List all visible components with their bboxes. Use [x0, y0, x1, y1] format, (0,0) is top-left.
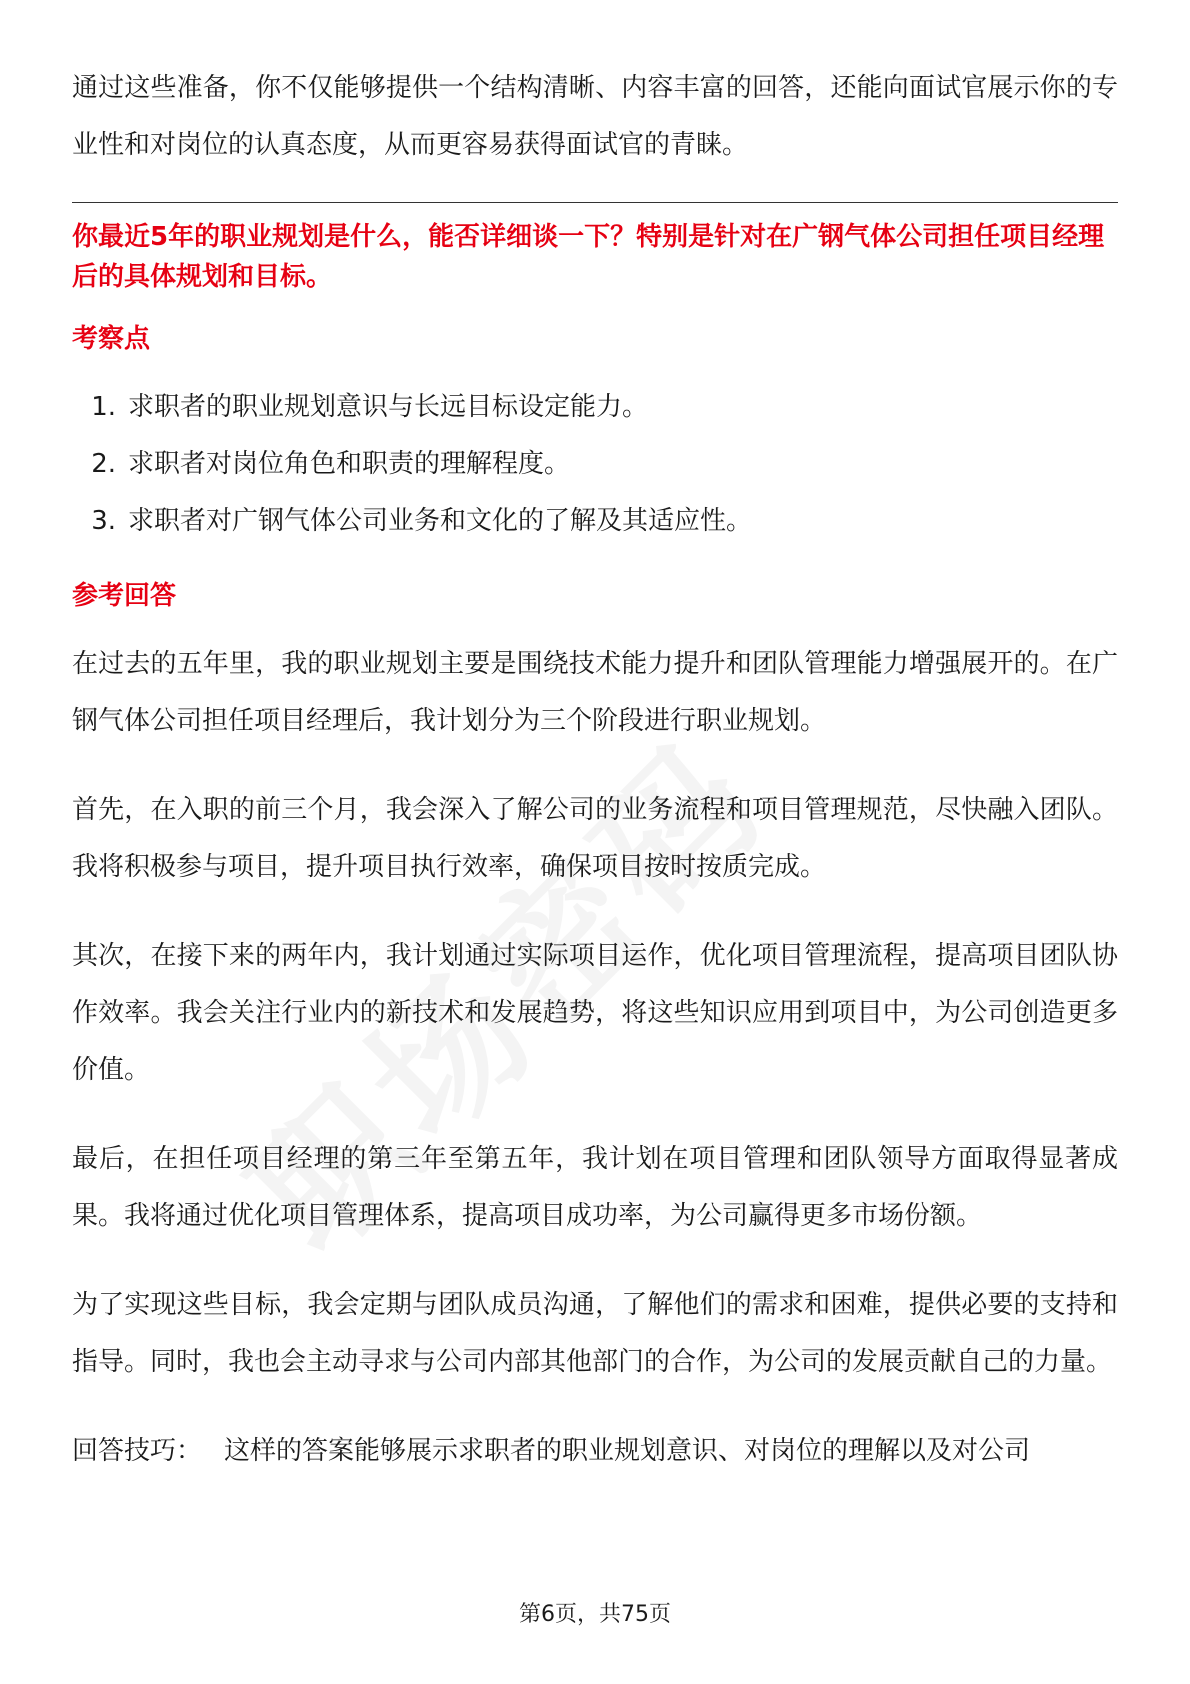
answer-paragraph: 在过去的五年里，我的职业规划主要是围绕技术能力提升和团队管理能力增强展开的。在广钢气体公司担任项目经理后，我计划分为三个阶段进行职业规划。 — [72, 649, 1118, 736]
tips-text: 这样的答案能够展示求职者的职业规划意识、对岗位的理解以及对公司 — [224, 1436, 1031, 1466]
answer-paragraph: 其次，在接下来的两年内，我计划通过实际项目运作，优化项目管理流程，提高项目团队协作效率。我会关注行业内的新技术和发展趋势，将这些知识应用到项目中，为公司创造更多价值。 — [72, 941, 1118, 1085]
list-item-number: 3. — [91, 506, 116, 536]
page-footer: 第6页，共75页 — [519, 1602, 671, 1627]
answer-tips — [72, 1423, 1118, 1480]
tips-label: 回答技巧： — [72, 1436, 203, 1466]
question-heading: 你最近5年的职业规划是什么，能否详细谈一下？特别是针对在广钢气体公司担任项目经理后的具体规划和目标。 — [72, 222, 1105, 292]
list-item — [72, 493, 1118, 550]
answer-section-title: 参考回答 — [72, 581, 177, 611]
list-item-text: 求职者对岗位角色和职责的理解程度。 — [128, 449, 571, 479]
answer-paragraph: 首先，在入职的前三个月，我会深入了解公司的业务流程和项目管理规范，尽快融入团队。我将积极参与项目，提升项目执行效率，确保项目按时按质完成。 — [72, 795, 1118, 882]
answer-paragraph: 最后，在担任项目经理的第三年至第五年，我计划在项目管理和团队领导方面取得显著成果。我将通过优化项目管理体系，提高项目成功率，为公司赢得更多市场份额。 — [72, 1144, 1118, 1231]
document-page — [72, 60, 1118, 1480]
section-divider — [72, 202, 1118, 203]
list-item-text: 求职者对广钢气体公司业务和文化的了解及其适应性。 — [128, 506, 753, 536]
list-item — [72, 379, 1118, 436]
focus-list — [72, 379, 1118, 550]
list-item-number: 1. — [91, 392, 116, 422]
focus-section-title: 考察点 — [72, 324, 151, 354]
list-item — [72, 436, 1118, 493]
answer-paragraph: 为了实现这些目标，我会定期与团队成员沟通，了解他们的需求和困难，提供必要的支持和指导。同时，我也会主动寻求与公司内部其他部门的合作，为公司的发展贡献自己的力量。 — [72, 1290, 1118, 1377]
intro-paragraph: 通过这些准备，你不仅能够提供一个结构清晰、内容丰富的回答，还能向面试官展示你的专业性和对岗位的认真态度，从而更容易获得面试官的青睐。 — [72, 73, 1118, 160]
list-item-number: 2. — [91, 449, 116, 479]
list-item-text: 求职者的职业规划意识与长远目标设定能力。 — [128, 392, 649, 422]
